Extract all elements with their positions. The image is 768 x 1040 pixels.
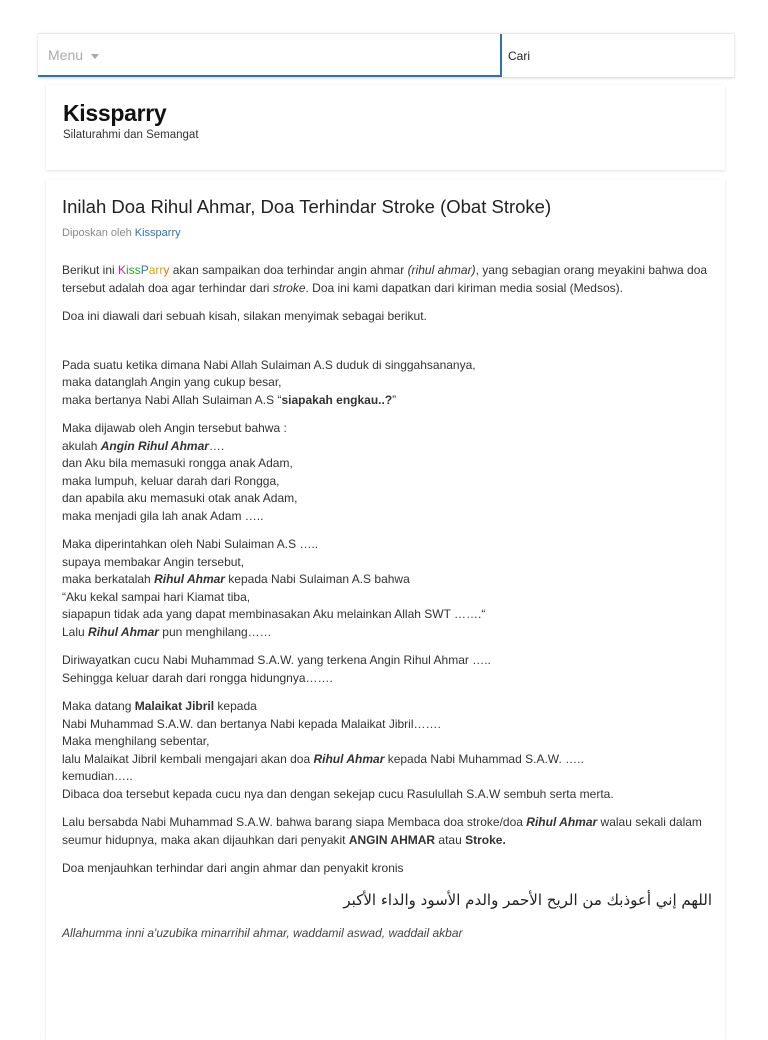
brand-part: y — [163, 263, 170, 277]
story-paragraph-6 — [62, 814, 712, 849]
line: maka berkatalah — [62, 572, 155, 586]
menu-dropdown-button[interactable] — [38, 34, 500, 77]
line: Diriwayatkan cucu Nabi Muhammad S.A.W. yang terkena Angin Rihul Ahmar ….. — [62, 653, 491, 667]
bold-text: ANGIN AHMAR — [348, 832, 436, 847]
site-title-link[interactable]: Kissparry — [63, 100, 167, 126]
story-paragraph-2 — [62, 420, 712, 525]
bold-text: siapakah engkau..? — [281, 392, 393, 407]
chevron-down-icon — [91, 54, 99, 59]
brand-part: P — [140, 263, 149, 277]
line: Maka diperintahkan oleh Nabi Sulaiman A.S ….. — [62, 537, 319, 551]
bold-italic-text: Rihul Ahmar — [313, 751, 385, 766]
story-paragraph-3 — [62, 536, 712, 641]
line: kepada Nabi Sulaiman A.S bahwa — [224, 572, 410, 586]
bold-italic-text: Rihul Ahmar — [154, 572, 225, 586]
bold-italic-text: Angin Rihul Ahmar — [100, 438, 209, 453]
top-navigation-bar — [38, 33, 734, 77]
intro-paragraph — [62, 262, 712, 297]
line: siapapun tidak ada yang dapat membinasakan Aku melainkan Allah SWT …….“ — [62, 607, 486, 621]
emphasis-text: (rihul ahmar) — [407, 263, 476, 277]
search-box — [500, 34, 734, 77]
author-link[interactable]: Kissparry — [134, 227, 181, 239]
line: lalu Malaikat Jibril kembali mengajari akan doa — [62, 751, 314, 766]
text: Berikut ini — [62, 263, 119, 277]
bold-text: Stroke. — [465, 832, 506, 847]
emphasis-text: stroke — [272, 280, 306, 295]
line: kemudian….. — [62, 769, 133, 783]
line: Pada suatu ketika dimana Nabi Allah Sulaiman A.S duduk di singgahsananya, — [62, 357, 476, 372]
search-input[interactable] — [508, 49, 708, 63]
site-description: Silaturahmi dan Semangat — [63, 129, 199, 141]
line: Sehingga keluar darah dari rongga hidungnya……. — [62, 670, 333, 685]
text: walau sekali dalam seumur hidupnya, maka akan dijauhkan dari penyakit — [62, 815, 702, 847]
paragraph: Doa ini diawali dari sebuah kisah, silakan menyimak sebagai berikut. — [62, 309, 427, 323]
story-paragraph-1 — [62, 357, 712, 410]
post-card — [46, 180, 725, 1040]
line: dan apabila aku memasuki otak anak Adam, — [62, 491, 298, 505]
brand-part: K — [118, 263, 127, 277]
story-paragraph-4 — [62, 652, 712, 687]
kissparry-brand-text — [118, 263, 169, 277]
menu-label: Menu — [48, 46, 84, 63]
text: . Doa ini kami dapatkan dari kiriman media sosial (Medsos). — [305, 280, 623, 295]
line: Maka datang — [62, 699, 135, 713]
arabic-prayer-text: اللهم إني أعوذبك من الريح الأحمر والدم الأسود والداء الأكبر — [343, 890, 712, 909]
line: supaya membakar Angin tersebut, — [62, 554, 245, 569]
bold-italic-text: Rihul Ahmar — [526, 815, 598, 829]
brand-part: arr — [148, 263, 164, 277]
line: Nabi Muhammad S.A.W. dan bertanya Nabi kepada Malaikat Jibril……. — [62, 716, 441, 731]
line: Maka menghilang sebentar, — [62, 734, 210, 748]
text: atau — [435, 832, 466, 847]
brand-part: iss — [126, 263, 141, 277]
transliteration-text: Allahumma inni a'uzubika minarrihil ahmar, waddamil aswad, waddail akbar — [62, 925, 463, 940]
line: Lalu — [62, 624, 89, 639]
line: Maka dijawab oleh Angin tersebut bahwa : — [62, 421, 287, 435]
bold-text: Malaikat Jibril — [134, 699, 215, 713]
line: maka menjadi gila lah anak Adam ….. — [62, 508, 264, 523]
line: kepada Nabi Muhammad S.A.W. ….. — [384, 751, 584, 766]
line: maka datanglah Angin yang cukup besar, — [62, 375, 282, 389]
post-content — [62, 262, 712, 953]
line: …. — [208, 438, 225, 453]
line: maka bertanya Nabi Allah Sulaiman A.S “ — [62, 392, 282, 407]
line: akulah — [62, 438, 101, 453]
line: “Aku kekal sampai hari Kiamat tiba, — [62, 589, 251, 604]
text: akan sampaikan doa terhindar angin ahmar — [169, 263, 408, 277]
line: Dibaca doa tersebut kepada cucu nya dan dengan sekejap cucu Rasulullah S.A.W sembuh serta merta. — [62, 786, 614, 801]
bold-italic-text: Rihul Ahmar — [88, 624, 159, 639]
post-byline — [62, 227, 181, 239]
byline-prefix: Diposkan oleh — [62, 227, 132, 239]
text: , yang sebagian orang meyakini bahwa doa tersebut adalah doa agar terhindar dari — [62, 263, 708, 295]
paragraph: Doa menjauhkan terhindar dari angin ahmar dan penyakit kronis — [62, 861, 404, 875]
site-header — [46, 85, 725, 170]
line: maka lumpuh, keluar darah dari Rongga, — [62, 473, 280, 488]
line: pun menghilang…… — [158, 624, 272, 639]
text: Lalu bersabda Nabi Muhammad S.A.W. bahwa barang siapa Membaca doa stroke/doa — [62, 815, 527, 829]
line: dan Aku bila memasuki rongga anak Adam, — [62, 456, 293, 470]
story-paragraph-5 — [62, 698, 712, 803]
post-title: Inilah Doa Rihul Ahmar, Doa Terhindar Stroke (Obat Stroke) — [62, 196, 552, 217]
line: ” — [392, 392, 397, 407]
line: kepada — [214, 699, 257, 713]
